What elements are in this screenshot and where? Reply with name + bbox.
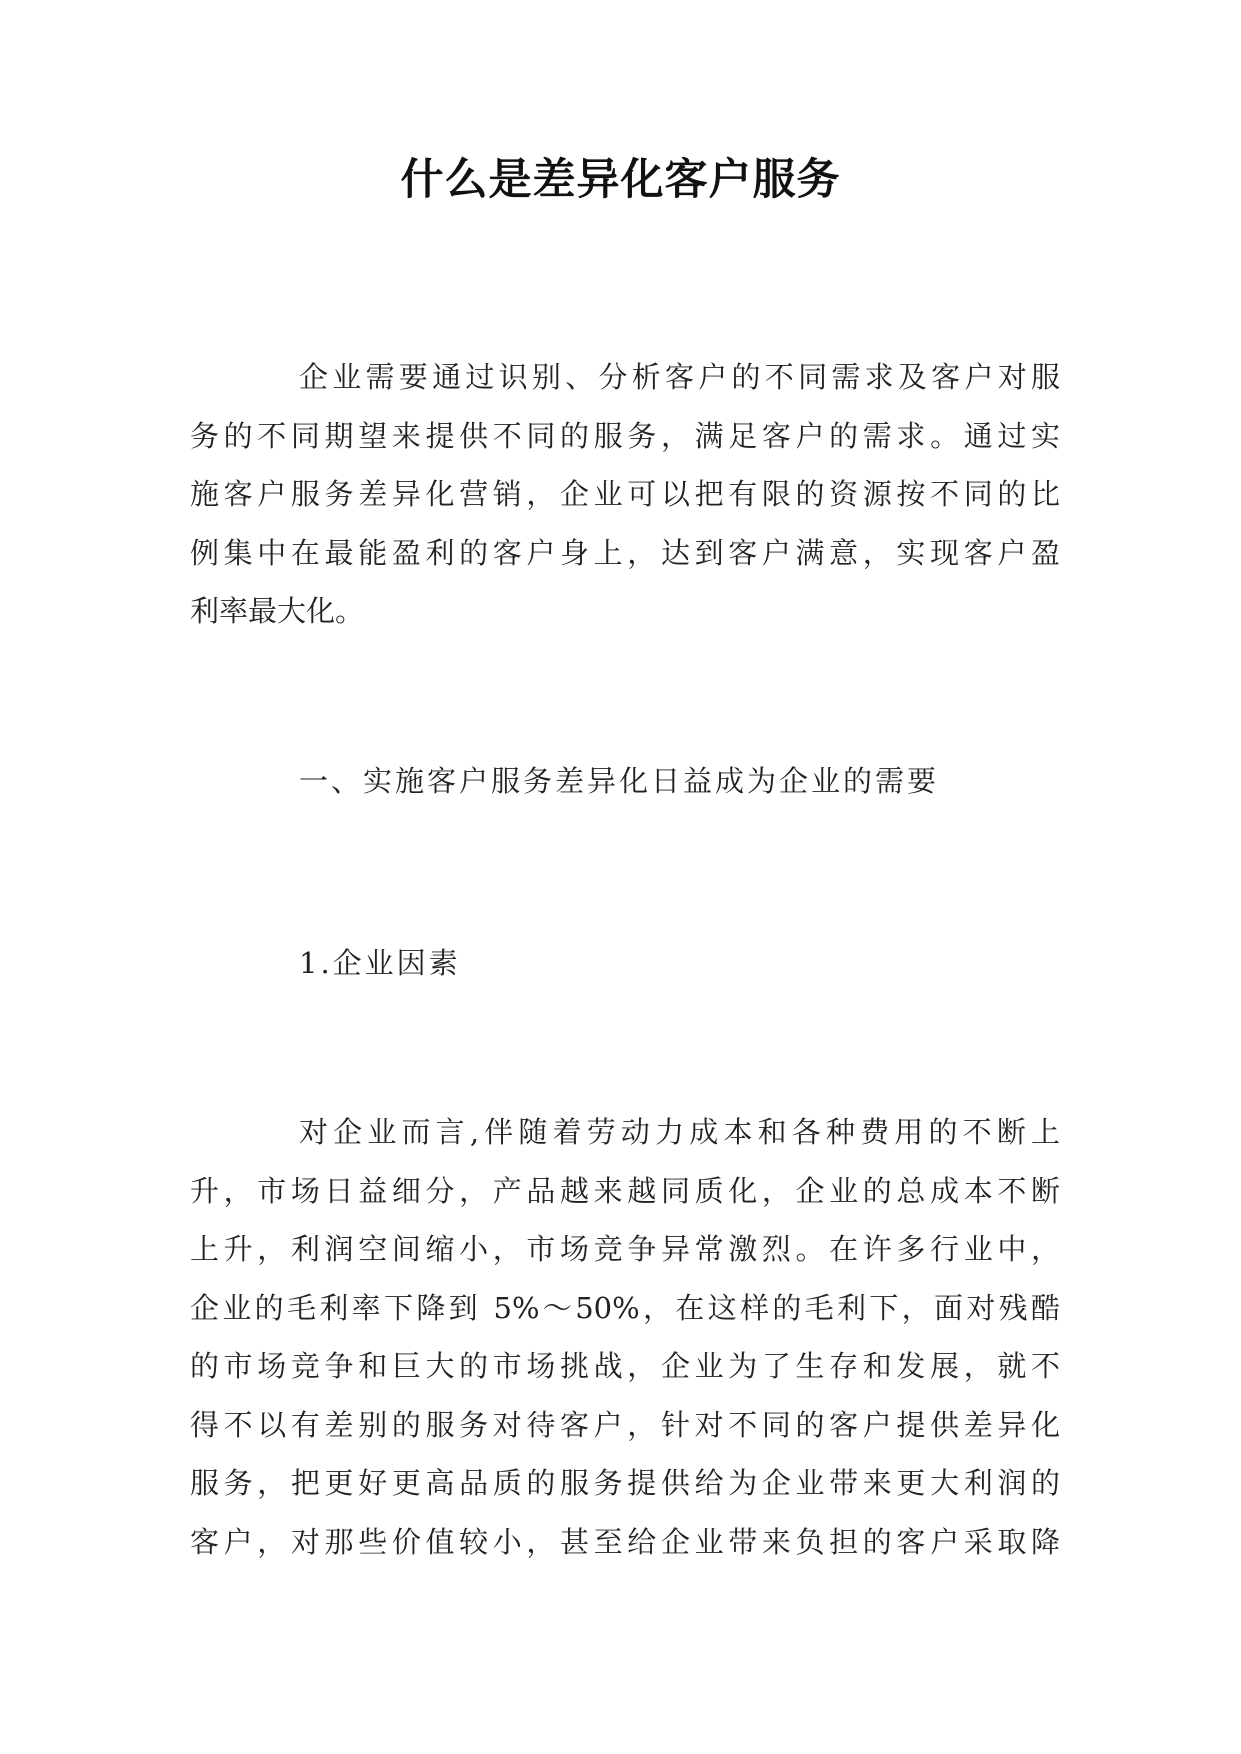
paragraph-line: 施客户服务差异化营销，企业可以把有限的资源按不同的比 [190, 477, 1060, 511]
paragraph-line: 服务，把更好更高品质的服务提供给为企业带来更大利润的 [190, 1466, 1060, 1500]
paragraph-line: 企业的毛利率下降到 5%～50%，在这样的毛利下，面对残酷 [190, 1290, 1060, 1325]
paragraph-line: 利率最大化。 [190, 594, 365, 628]
paragraph-line: 对企业而言,伴随着劳动力成本和各种费用的不断上 [299, 1115, 1060, 1149]
paragraph-line: 务的不同期望来提供不同的服务，满足客户的需求。通过实 [190, 418, 1060, 453]
paragraph-line: 例集中在最能盈利的客户身上，达到客户满意，实现客户盈 [190, 535, 1060, 570]
paragraph-line: 企业需要通过识别、分析客户的不同需求及客户对服 [299, 360, 1060, 394]
section-heading: 一、实施客户服务差异化日益成为企业的需要 [299, 764, 940, 798]
paragraph-line: 升，市场日益细分，产品越来越同质化，企业的总成本不断 [190, 1173, 1060, 1208]
intro-paragraph [190, 348, 1060, 641]
document-title: 什么是差异化客户服务 [400, 155, 841, 205]
subsection-heading: 1.企业因素 [299, 946, 461, 980]
paragraph-line: 的市场竞争和巨大的市场挑战，企业为了生存和发展，就不 [190, 1349, 1060, 1383]
paragraph-line: 得不以有差别的服务对待客户，针对不同的客户提供差异化 [190, 1407, 1060, 1442]
paragraph-line: 上升，利润空间缩小，市场竞争异常激烈。在许多行业中， [190, 1232, 1060, 1266]
paragraph-line: 客户，对那些价值较小，甚至给企业带来负担的客户采取降 [190, 1524, 1060, 1559]
body-paragraph [190, 1103, 1060, 1571]
